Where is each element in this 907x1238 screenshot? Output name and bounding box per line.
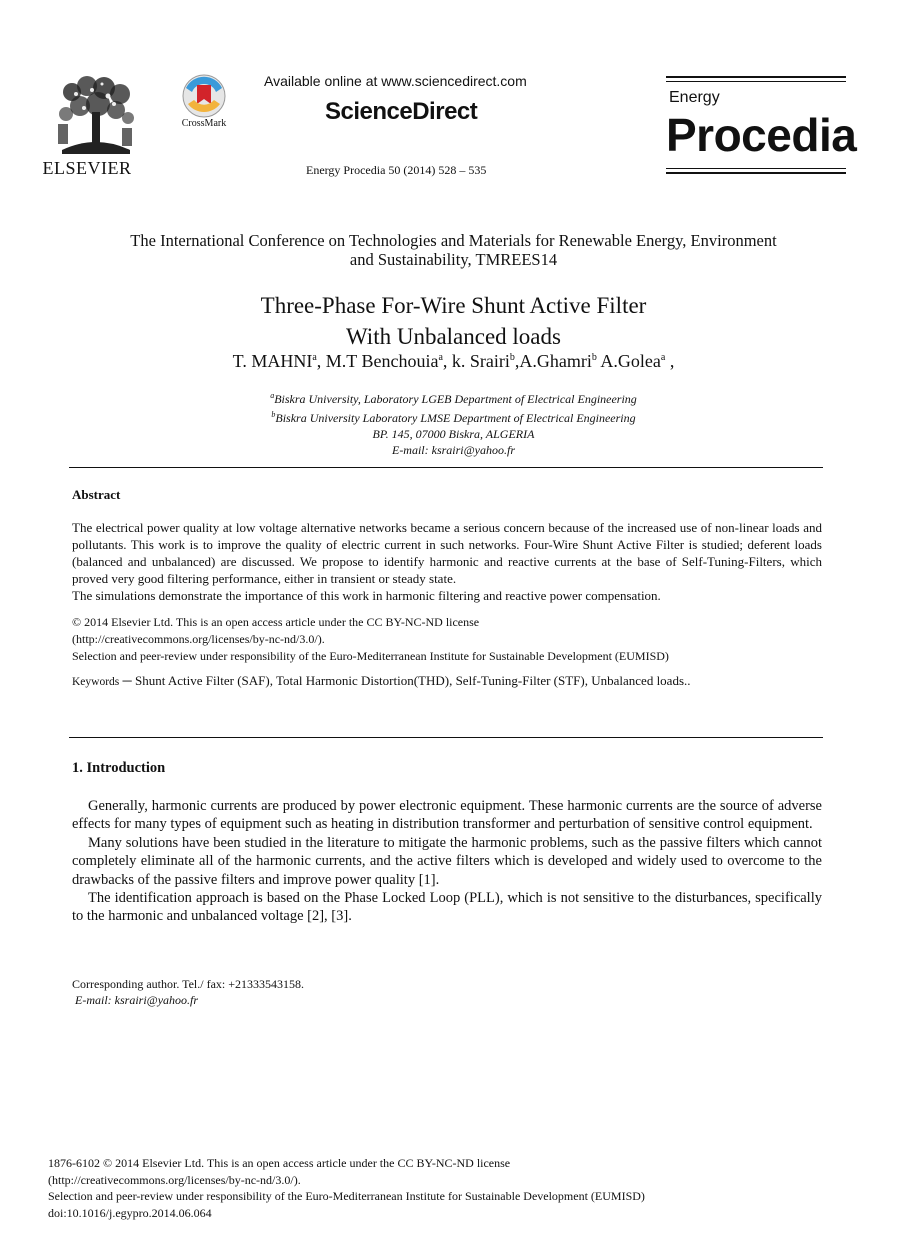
intro-paragraph: The identification approach is based on the Phase Locked Loop (PLL), which is not sensitive to the disturbances, specifically to the harmonic and unbalanced voltage [2], [3]. [72,890,822,925]
footer-license-link[interactable]: (http://creativecommons.org/licenses/by-nc-nd/3.0/). [48,1172,301,1187]
keywords [72,673,832,689]
abstract-paragraph: The simulations demonstrate the importance of this work in harmonic filtering and reactive power compensation. [72,588,661,603]
conference-line-2: and Sustainability, TMREES14 [349,250,558,269]
copyright-notice [72,614,832,665]
license-link[interactable]: (http://creativecommons.org/licenses/by-nc-nd/3.0/). [72,632,325,646]
corresponding-tel: Corresponding author. Tel./ fax: +21333543158. [72,977,305,991]
conference-line-1: The International Conference on Technologies and Materials for Renewable Energy, Environment [130,231,777,250]
journal-logo-bottom-rule [666,168,846,169]
keywords-text: Shunt Active Filter (SAF), Total Harmonic Distortion(THD), Self-Tuning-Filter (STF), Unbalanced loads.. [135,673,691,688]
footer-doi[interactable]: doi:10.1016/j.egypro.2014.06.064 [48,1205,212,1220]
affiliation-b: $^b$Biskra University Laboratory LMSE Department of Electrical Engineering [271,410,636,425]
elsevier-logo [22,72,152,180]
introduction-body [72,797,822,926]
journal-logo-energy: Energy [669,89,720,106]
corresponding-author [72,976,304,1008]
affiliation-address: BP. 145, 07000 Biskra, ALGERIA [372,427,535,441]
abstract-heading: Abstract [72,487,121,502]
peer-review-line: Selection and peer-review under responsibility of the Euro-Mediterranean Institute for Sustainable Development (EUMISD) [72,649,669,663]
footer-issn-line: 1876-6102 © 2014 Elsevier Ltd. This is an open access article under the CC BY-NC-ND license [48,1156,511,1170]
affiliation-a: $^a$Biskra University, Laboratory LGEB Department of Electrical Engineering [270,391,637,406]
journal-logo-top-rule-2 [666,81,846,82]
sciencedirect-logo[interactable]: ScienceDirect [325,98,478,125]
section-heading-introduction: 1. Introduction [72,760,166,776]
author-list [40,351,867,372]
journal-logo-top-rule [666,76,846,78]
conference-name [40,231,867,269]
crossmark-badge[interactable] [176,74,232,134]
elsevier-tree-icon [52,74,140,154]
title-line-2: With Unbalanced loads [346,324,561,349]
abstract-body [72,519,822,604]
available-online[interactable]: Available online at www.sciencedirect.com [264,73,527,89]
author: T. MAHNI$^a$, [232,351,326,371]
journal-logo-procedia: Procedia [666,109,857,161]
author: A.Golea$^a$ , [600,351,675,371]
intro-paragraph: Generally, harmonic currents are produced by power electronic equipment. These harmonic currents are the source of adverse effects for many types of equipment such as heating in distribution transformer and perturbation of sensitive control equipment. [72,798,822,833]
affiliation-email[interactable]: E-mail: ksrairi@yahoo.fr [391,443,516,457]
footer-peer-review: Selection and peer-review under responsibility of the Euro-Mediterranean Institute for Sustainable Development (EUMISD) [48,1189,645,1203]
corresponding-email[interactable]: E-mail: ksrairi@yahoo.fr [75,993,199,1007]
author: k. Srairi$^b$, [451,351,520,371]
abstract-paragraph: The electrical power quality at low voltage alternative networks became a serious concern because of the increased use of non-linear loads and pollutants. This work is to improve the quality of electric current in such networks. Four-Wire Shunt Active Filter is studied; deferent loads (balanced and unbalanced) are discussed. We propose to identify harmonic and reactive currents at the base of Self-Tuning-Filters, which proved very good filtering performance, either in transient or steady state. [72,520,822,586]
page-footer [48,1155,868,1221]
paper-title [40,290,867,352]
affiliations [40,388,867,458]
header-divider [69,467,823,468]
crossmark-label: CrossMark [181,118,227,129]
keywords-label: Keywords [72,676,120,688]
copyright-line: © 2014 Elsevier Ltd. This is an open access article under the CC BY-NC-ND license [72,615,480,629]
abstract-divider [69,737,823,738]
elsevier-wordmark: ELSEVIER [42,158,132,178]
journal-logo-bottom-rule-2 [666,172,846,174]
title-line-1: Three-Phase For-Wire Shunt Active Filter [260,293,647,318]
intro-paragraph: Many solutions have been studied in the literature to mitigate the harmonic problems, such as the passive filters which cannot completely eliminate all of the harmonic currents, and the active filters which is developed and widely used to overcome to the drawbacks of the passive filters and improve power quality [1]. [72,834,822,888]
journal-reference: Energy Procedia 50 (2014) 528 – 535 [306,163,487,177]
crossmark-icon [176,74,232,120]
author: M.T Benchouia$^a$, [325,351,452,371]
author: A.Ghamri$^b$ [519,351,597,371]
keywords-dash: ─ [119,673,135,688]
